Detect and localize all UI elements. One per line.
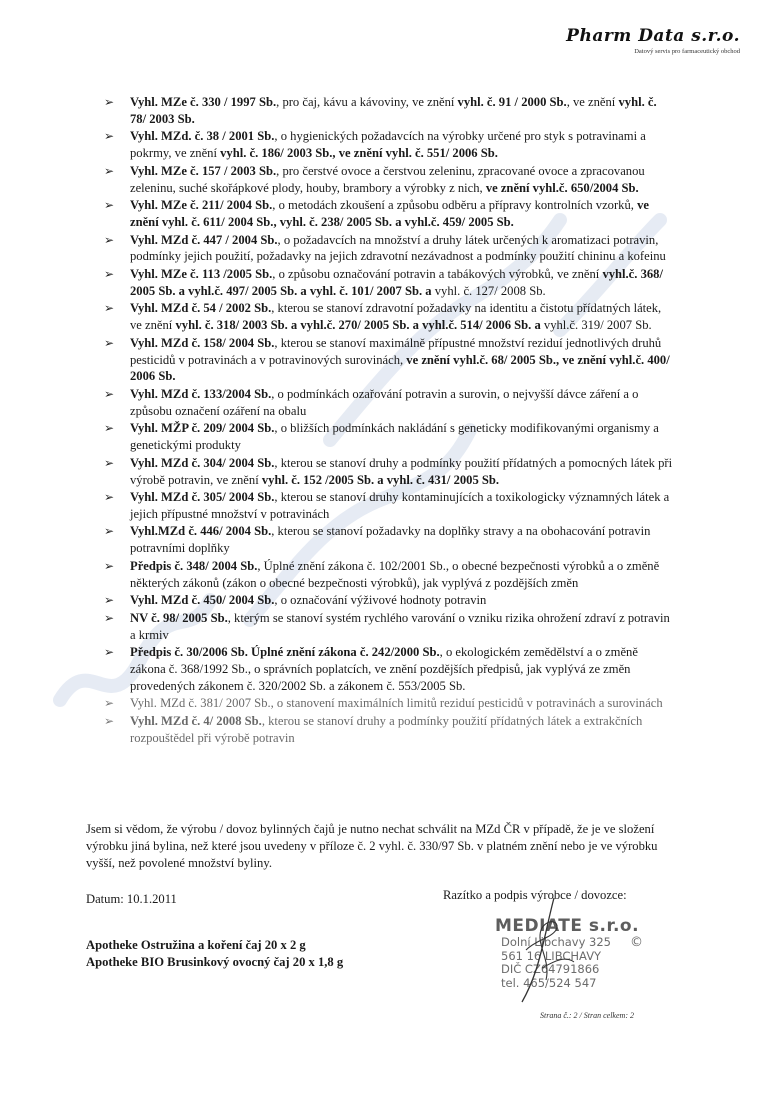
regulation-text: Vyhl. MZe č. 211/ 2004 Sb., o metodách zkoušení a způsobu odběru a přípravy kontrolních vzorků, ve znění vyhl. č. 611/ 2004 Sb., vyhl. č. 238/ 2005 Sb. a vyhl.č. 459/ 2005 Sb. xyxy=(130,198,649,229)
regulation-text: Vyhl. MZd č. 381/ 2007 Sb., o stanovení maximálních limitů reziduí pesticidů v potravinách a surovinách xyxy=(130,696,663,711)
date-line: Datum: 10.1.2011 xyxy=(86,892,177,906)
bullet-arrow-icon: ➢ xyxy=(104,335,115,350)
regulation-text: Vyhl. MZd č. 158/ 2004 Sb., kterou se stanoví maximálně přípustné množství reziduí jednotlivých druhů pesticidů v potravinách a v potravinových surovinách, ve znění vyhl.č. 68/ 2005 Sb., ve znění vyhl.č. 400/ 2006 Sb. xyxy=(130,335,670,384)
regulation-item xyxy=(100,197,675,231)
regulation-text: Vyhl. MZe č. 113 /2005 Sb., o způsobu označování potravin a tabákových výrobků, ve znění vyhl.č. 368/ 2005 Sb. a vyhl.č. 497/ 2005 Sb. a vyhl. č. 101/ 2007 Sb. a vyhl. č. 127/ 2008 Sb. xyxy=(130,266,663,298)
regulation-text: Vyhl. MZd č. 133/2004 Sb., o podmínkách ozařování potravin a surovin, o nejvyšší dávce záření a o způsobu označení ozáření na obalu xyxy=(130,386,639,418)
regulation-text: Vyhl. MZd č. 305/ 2004 Sb., kterou se stanoví druhy kontaminujících a toxikologicky významných látek a jejich přípustné množství v potravinách xyxy=(130,490,670,521)
regulation-item xyxy=(100,420,675,454)
bullet-arrow-icon: ➢ xyxy=(104,266,115,281)
regulation-item xyxy=(100,592,675,609)
regulation-text: NV č. 98/ 2005 Sb., kterým se stanoví systém rychlého varování o vzniku rizika ohrožení zdraví z potravin a krmiv xyxy=(130,610,670,642)
product-list xyxy=(86,937,343,971)
regulation-text: Vyhl. MZd č. 447 / 2004 Sb., o požadavcích na množství a druhy látek určených k aromatizaci potravin, podmínky jejich použití, požadavky na jejich zdravotní nezávadnost a podmínky použití chininu a kofeinu xyxy=(130,232,666,264)
regulation-item xyxy=(100,644,675,694)
regulation-text: Vyhl. MZe č. 330 / 1997 Sb., pro čaj, kávu a kávoviny, ve znění vyhl. č. 91 / 2000 Sb., ve znění vyhl. č. 78/ 2003 Sb. xyxy=(130,95,657,126)
bullet-arrow-icon: ➢ xyxy=(104,610,115,625)
regulation-text: Vyhl. MZd č. 4/ 2008 Sb., kterou se stanoví druhy a podmínky použití přídatných látek a extrakčních rozpouštědel při výrobě potravin xyxy=(130,714,643,745)
regulation-item xyxy=(100,523,675,557)
bullet-arrow-icon: ➢ xyxy=(104,301,115,316)
bullet-arrow-icon: ➢ xyxy=(104,558,115,573)
regulation-item xyxy=(100,713,675,747)
regulation-item xyxy=(100,455,675,489)
bullet-arrow-icon: ➢ xyxy=(104,232,115,247)
stamp-label: Razítko a podpis výrobce / dovozce: xyxy=(443,888,627,902)
regulation-text: Vyhl. MZe č. 157 / 2003 Sb., pro čerstvé ovoce a čerstvou zeleninu, zpracované ovoce a zpracovanou zeleninu, suché skořápkové plody, houby, brambory a výrobky z nich, ve znění vyhl.č. 650/2004 Sb. xyxy=(130,163,645,195)
bullet-arrow-icon: ➢ xyxy=(104,95,115,109)
regulation-item xyxy=(100,300,675,334)
regulation-text: Vyhl. MZd. č. 38 / 2001 Sb., o hygienických požadavcích na výrobky určené pro styk s potravinami a pokrmy, ve znění vyhl. č. 186/ 2003 Sb., ve znění vyhl. č. 551/ 2006 Sb. xyxy=(130,129,646,161)
regulation-item xyxy=(100,558,675,592)
regulation-item xyxy=(100,489,675,523)
bullet-arrow-icon: ➢ xyxy=(104,645,115,660)
regulation-text: Předpis č. 30/2006 Sb. Úplné znění zákona č. 242/2000 Sb., o ekologickém zemědělství a o změně zákona č. 368/1992 Sb., o správních poplatcích, ve znění pozdějších předpisů, jak vyplývá ze změn provedených zákonem č. 320/2002 Sb. a zákonem č. 553/2005 Sb. xyxy=(130,645,638,693)
bullet-arrow-icon: ➢ xyxy=(104,421,115,436)
bullet-arrow-icon: ➢ xyxy=(104,490,115,505)
product-item: Apotheke BIO Brusinkový ovocný čaj 20 x 1,8 g xyxy=(86,955,344,969)
stamp-company-name: MEDIATE s.r.o. xyxy=(495,916,640,936)
registered-mark: © xyxy=(630,935,643,950)
product-item: Apotheke Ostružina a koření čaj 20 x 2 g xyxy=(86,938,306,952)
bullet-arrow-icon: ➢ xyxy=(104,129,115,144)
regulation-item xyxy=(100,695,675,712)
declaration-paragraph: Jsem si vědom, že výrobu / dovoz bylinných čajů je nutno nechat schválit na MZd ČR v případě, že je ve složení výrobku jiná bylina, než které jsou uvedeny v příloze č. 2 vyhl. č. 330/97 Sb. v platném znění nebo je ve výrobku vyšší, než povolené množství byliny. xyxy=(86,822,658,870)
regulation-text: Vyhl. MŽP č. 209/ 2004 Sb., o bližších podmínkách nakládání s geneticky modifikovanými organismy a genetickými produkty xyxy=(130,421,659,453)
regulation-item xyxy=(100,386,675,420)
regulation-item xyxy=(100,610,675,644)
stamp-address-line: 561 16 LIBCHAVY xyxy=(501,948,602,963)
regulation-item xyxy=(100,266,675,300)
bullet-arrow-icon: ➢ xyxy=(104,714,115,729)
stamp-address-line: Dolní Libchavy 325 xyxy=(501,935,612,949)
company-logo xyxy=(540,26,740,55)
logo-text: Pharm Data s.r.o. xyxy=(566,26,740,46)
stamp-phone: tel. 465/524 547 xyxy=(501,975,597,990)
logo-subtitle: Datový servis pro farmaceutický obchod xyxy=(634,48,740,55)
bullet-arrow-icon: ➢ xyxy=(104,198,115,213)
regulations-list xyxy=(100,94,675,747)
bullet-arrow-icon: ➢ xyxy=(104,455,115,470)
regulation-item xyxy=(100,94,675,128)
regulation-text: Předpis č. 348/ 2004 Sb., Úplné znění zákona č. 102/2001 Sb., o obecné bezpečnosti výrobků a o změně některých zákonů (zákon o obecné bezpečnosti výrobků), jak vyplývá z pozdějších změn xyxy=(130,558,660,590)
regulation-text: Vyhl. MZd č. 450/ 2004 Sb., o označování výživové hodnoty potravin xyxy=(130,593,487,608)
bullet-arrow-icon: ➢ xyxy=(104,524,115,539)
signature xyxy=(496,890,616,1010)
regulation-text: Vyhl. MZd č. 54 / 2002 Sb., kterou se stanoví zdravotní požadavky na identitu a čistotu přídatných látek, ve znění vyhl. č. 318/ 2003 Sb. a vyhl.č. 270/ 2005 Sb. a vyhl.č. 514/ 2006 Sb. a vyhl.č. 319/ 2007 Sb. xyxy=(130,301,662,333)
regulation-text: Vyhl.MZd č. 446/ 2004 Sb., kterou se stanoví požadavky na doplňky stravy a na obohacování potravin potravními doplňky xyxy=(130,524,651,556)
regulation-item xyxy=(100,232,675,266)
bullet-arrow-icon: ➢ xyxy=(104,386,115,401)
stamp-tax-id: DIČ CZ64791866 xyxy=(501,962,600,976)
bullet-arrow-icon: ➢ xyxy=(104,163,115,178)
page-number: Strana č.: 2 / Stran celkem: 2 xyxy=(540,1011,634,1020)
regulation-item xyxy=(100,335,675,385)
bullet-arrow-icon: ➢ xyxy=(104,696,115,711)
regulation-item xyxy=(100,163,675,197)
regulation-item xyxy=(100,128,675,162)
bullet-arrow-icon: ➢ xyxy=(104,593,115,608)
regulation-text: Vyhl. MZd č. 304/ 2004 Sb., kterou se stanoví druhy a podmínky použití přídatných a pomocných látek při výrobě potravin, ve znění vyhl. č. 152 /2005 Sb. a vyhl. č. 431/ 2005 Sb. xyxy=(130,455,673,487)
